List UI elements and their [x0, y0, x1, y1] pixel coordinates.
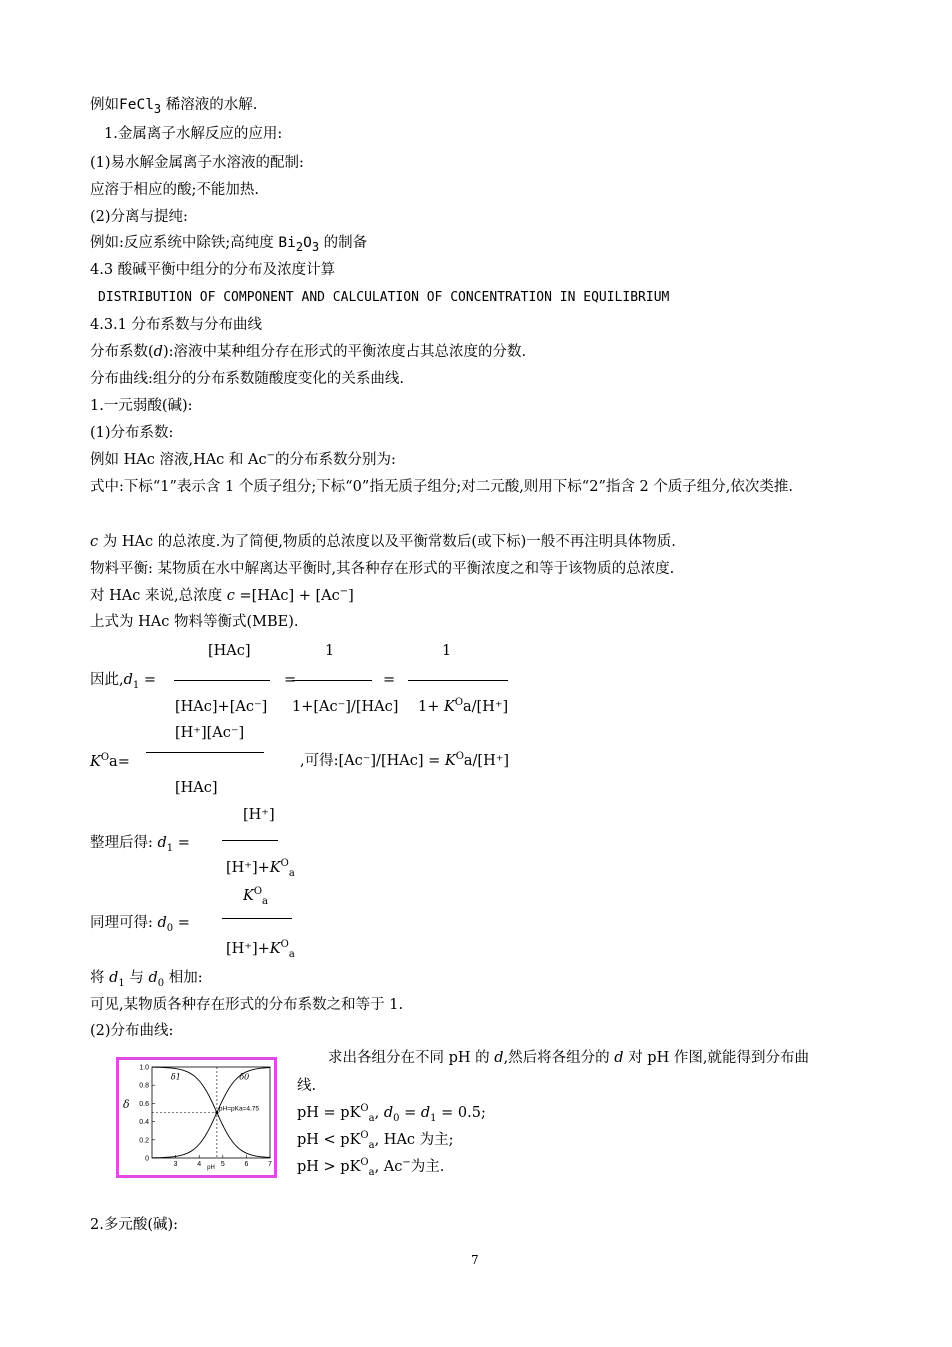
equation-lhs: 整理后得: $d_1$ = — [90, 835, 190, 854]
denominator: [HAc]+[Ac⁻] — [175, 699, 268, 715]
text-line: (2)分布曲线: — [90, 1023, 174, 1039]
numerator: [HAc] — [208, 643, 251, 659]
numerator: [H⁺] — [243, 807, 275, 823]
text-paragraph: 式中:下标“1”表示含 1 个质子组分;下标“0”指无质子组分;对二元酸,则用下标“2”指含 2 个质子组分,依次类推. — [90, 479, 794, 495]
text-line: 1.一元弱酸(碱): — [90, 398, 193, 414]
numerator: $K^O_a$ — [243, 886, 269, 907]
side-text: 求出各组分在不同 pH 的 d,然后将各组分的 d 对 pH 作图,就能得到分布曲 — [328, 1050, 809, 1066]
section-heading: 4.3.1 分布系数与分布曲线 — [90, 317, 263, 333]
y-tick-label: 0 — [145, 1155, 149, 1163]
y-tick-label: 0.2 — [139, 1137, 149, 1145]
x-tick-label: 6 — [244, 1161, 249, 1168]
equation-lhs: 同理可得: $d_0$ = — [90, 915, 190, 934]
numerator: 1 — [442, 643, 452, 659]
equation-lhs: 因此$,d_1$ = — [90, 672, 157, 691]
text-line: (1)易水解金属离子水溶液的配制: — [90, 155, 304, 171]
series-delta0-label: δ0 — [239, 1072, 250, 1082]
equals-sign: = — [284, 672, 297, 688]
x-tick-label: 4 — [197, 1161, 202, 1168]
section-subheading: DISTRIBUTION OF COMPONENT AND CALCULATION OF CONCENTRATION IN EQUILIBRIUM — [98, 290, 670, 305]
text-line: 可见,某物质各种存在形式的分布系数之和等于 1. — [90, 997, 404, 1013]
fraction-bar — [222, 840, 278, 841]
text-line: 上式为 HAc 物料等衡式(MBE). — [90, 614, 299, 630]
text-line: 分布系数(d):溶液中某种组分存在形式的平衡浓度占其总浓度的分数. — [90, 344, 527, 360]
text-line: 应溶于相应的酸;不能加热. — [90, 182, 259, 198]
text-line: (1)分布系数: — [90, 425, 174, 441]
side-text: 线. — [297, 1078, 317, 1094]
fraction-bar — [222, 918, 292, 919]
text-line: 例如 HAc 溶液,HAc 和 Ac−的分布系数分别为: — [90, 450, 396, 468]
text-line: (2)分离与提纯: — [90, 209, 188, 225]
x-tick-label: 3 — [173, 1161, 178, 1168]
text-line: 2.多元酸(碱): — [90, 1217, 179, 1233]
text-line: 将 $d_1$ 与 $d_0$ 相加: — [90, 970, 203, 989]
equation-lhs: $K^Oa=$ — [90, 752, 130, 770]
fraction-bar — [408, 680, 508, 681]
fraction-bar — [146, 752, 264, 753]
y-tick-label: 1.0 — [139, 1064, 149, 1072]
numerator: 1 — [325, 643, 335, 659]
side-text: pH > $pK^O_a$, Ac−为主. — [297, 1157, 445, 1178]
numerator: [H⁺][Ac⁻] — [175, 725, 245, 741]
x-tick-label: 7 — [268, 1161, 272, 1168]
side-text: pH = $pK^O_a$, $d_0 = d_1 = 0.5$; — [297, 1103, 486, 1124]
equals-sign: = — [383, 672, 396, 688]
distribution-chart — [116, 1057, 277, 1178]
text-line: 物料平衡: 某物质在水中解离达平衡时,其各种存在形式的平衡浓度之和等于该物质的总浓度. — [90, 561, 675, 577]
page-number: 7 — [471, 1253, 479, 1267]
denominator: 1+[Ac⁻]/[HAc] — [292, 699, 399, 715]
x-tick-label: 5 — [220, 1161, 225, 1168]
text-line: 分布曲线:组分的分布系数随酸度变化的关系曲线. — [90, 371, 404, 387]
x-axis-label: pH — [207, 1165, 215, 1171]
denominator: $[H^+]+K^O_a$ — [226, 939, 295, 960]
text-line: 对 HAc 来说,总浓度 c =[HAc] + [Ac−] — [90, 586, 354, 604]
denominator: $1+ K^Oa/[H^+]$ — [418, 697, 509, 715]
denominator: $[H^+]+K^O_a$ — [226, 858, 295, 879]
side-text: pH < $pK^O_a$, HAc 为主; — [297, 1130, 454, 1151]
text-line: c 为 HAc 的总浓度.为了简便,物质的总浓度以及平衡常数后(或下标)一般不再注明具体物质. — [90, 534, 676, 550]
y-axis-label: δ — [123, 1097, 130, 1111]
fraction-bar — [292, 680, 372, 681]
series-delta1-label: δ1 — [170, 1072, 181, 1082]
section-heading: 4.3 酸碱平衡中组分的分布及浓度计算 — [90, 262, 336, 278]
text-line: 例如FeCl$_3$ 稀溶液的水解. — [90, 97, 258, 116]
denominator: [HAc] — [175, 780, 218, 796]
y-tick-label: 0.8 — [139, 1082, 149, 1090]
y-tick-label: 0.6 — [139, 1100, 149, 1108]
text-line: 1.金属离子水解反应的应用: — [104, 126, 283, 142]
fraction-bar — [174, 680, 270, 681]
y-tick-label: 0.4 — [139, 1119, 149, 1127]
equation-tail: ,可得:[Ac⁻]/[HAc] = $K^Oa/[H^+]$ — [300, 751, 510, 769]
distribution-chart-svg — [119, 1060, 274, 1175]
pka-annotation: pH=pKa=4.75 — [218, 1105, 260, 1113]
text-line: 例如:反应系统中除铁;高纯度 $Bi_2O_3$ 的制备 — [90, 235, 368, 254]
